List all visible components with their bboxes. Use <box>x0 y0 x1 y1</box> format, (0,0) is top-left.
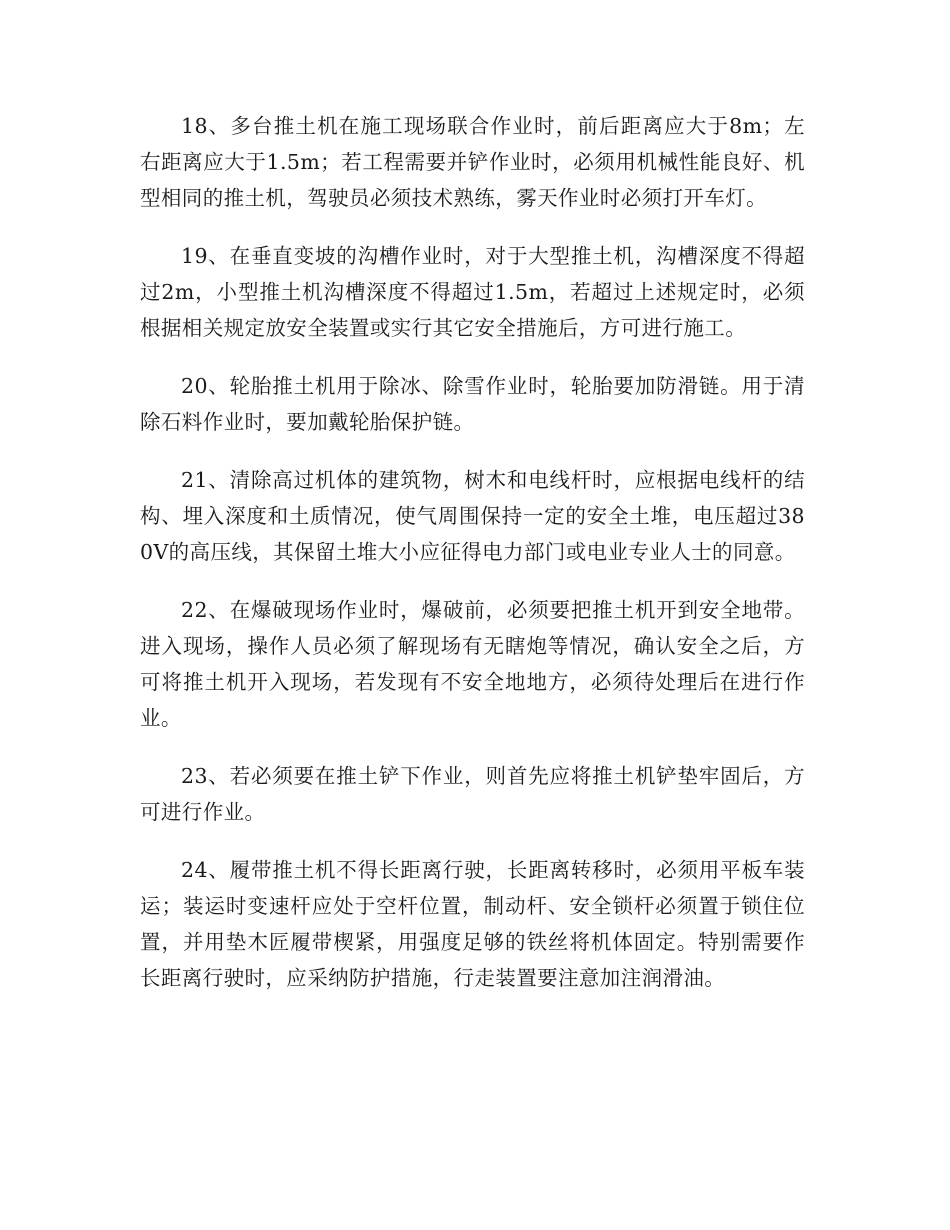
paragraph-24: 24、履带推土机不得长距离行驶，长距离转移时，必须用平板车装运；装运时变速杆应处于空杆位置，制动杆、安全锁杆必须置于锁住位置，并用垫木匠履带楔紧，用强度足够的铁丝将机体固定。特别需要作长距离行驶时，应采纳防护措施，行走装置要注意加注润滑油。 <box>140 858 805 990</box>
paragraph-23: 23、若必须要在推土铲下作业，则首先应将推土机铲垫牢固后，方可进行作业。 <box>140 764 805 824</box>
paragraph-19: 19、在垂直变坡的沟槽作业时，对于大型推土机，沟槽深度不得超过2m，小型推土机沟槽深度不得超过1.5m，若超过上述规定时，必须根据相关规定放安全装置或实行其它安全措施后，方可进行施工。 <box>140 244 805 340</box>
paragraph-20: 20、轮胎推土机用于除冰、除雪作业时，轮胎要加防滑链。用于清除石料作业时，要加戴轮胎保护链。 <box>140 374 805 434</box>
paragraph-18: 18、多台推土机在施工现场联合作业时，前后距离应大于8m；左右距离应大于1.5m；若工程需要并铲作业时，必须用机械性能良好、机型相同的推土机，驾驶员必须技术熟练，雾天作业时必须打开车灯。 <box>140 114 805 210</box>
document-body <box>140 108 805 1018</box>
paragraph-21: 21、清除高过机体的建筑物，树木和电线杆时，应根据电线杆的结构、埋入深度和土质情况，使气周围保持一定的安全土堆，电压超过380V的高压线，其保留土堆大小应征得电力部门或电业专业人士的同意。 <box>140 468 805 564</box>
paragraph-22: 22、在爆破现场作业时，爆破前，必须要把推土机开到安全地带。进入现场，操作人员必须了解现场有无瞎炮等情况，确认安全之后，方可将推土机开入现场，若发现有不安全地地方，必须待处理后在进行作业。 <box>140 598 805 730</box>
